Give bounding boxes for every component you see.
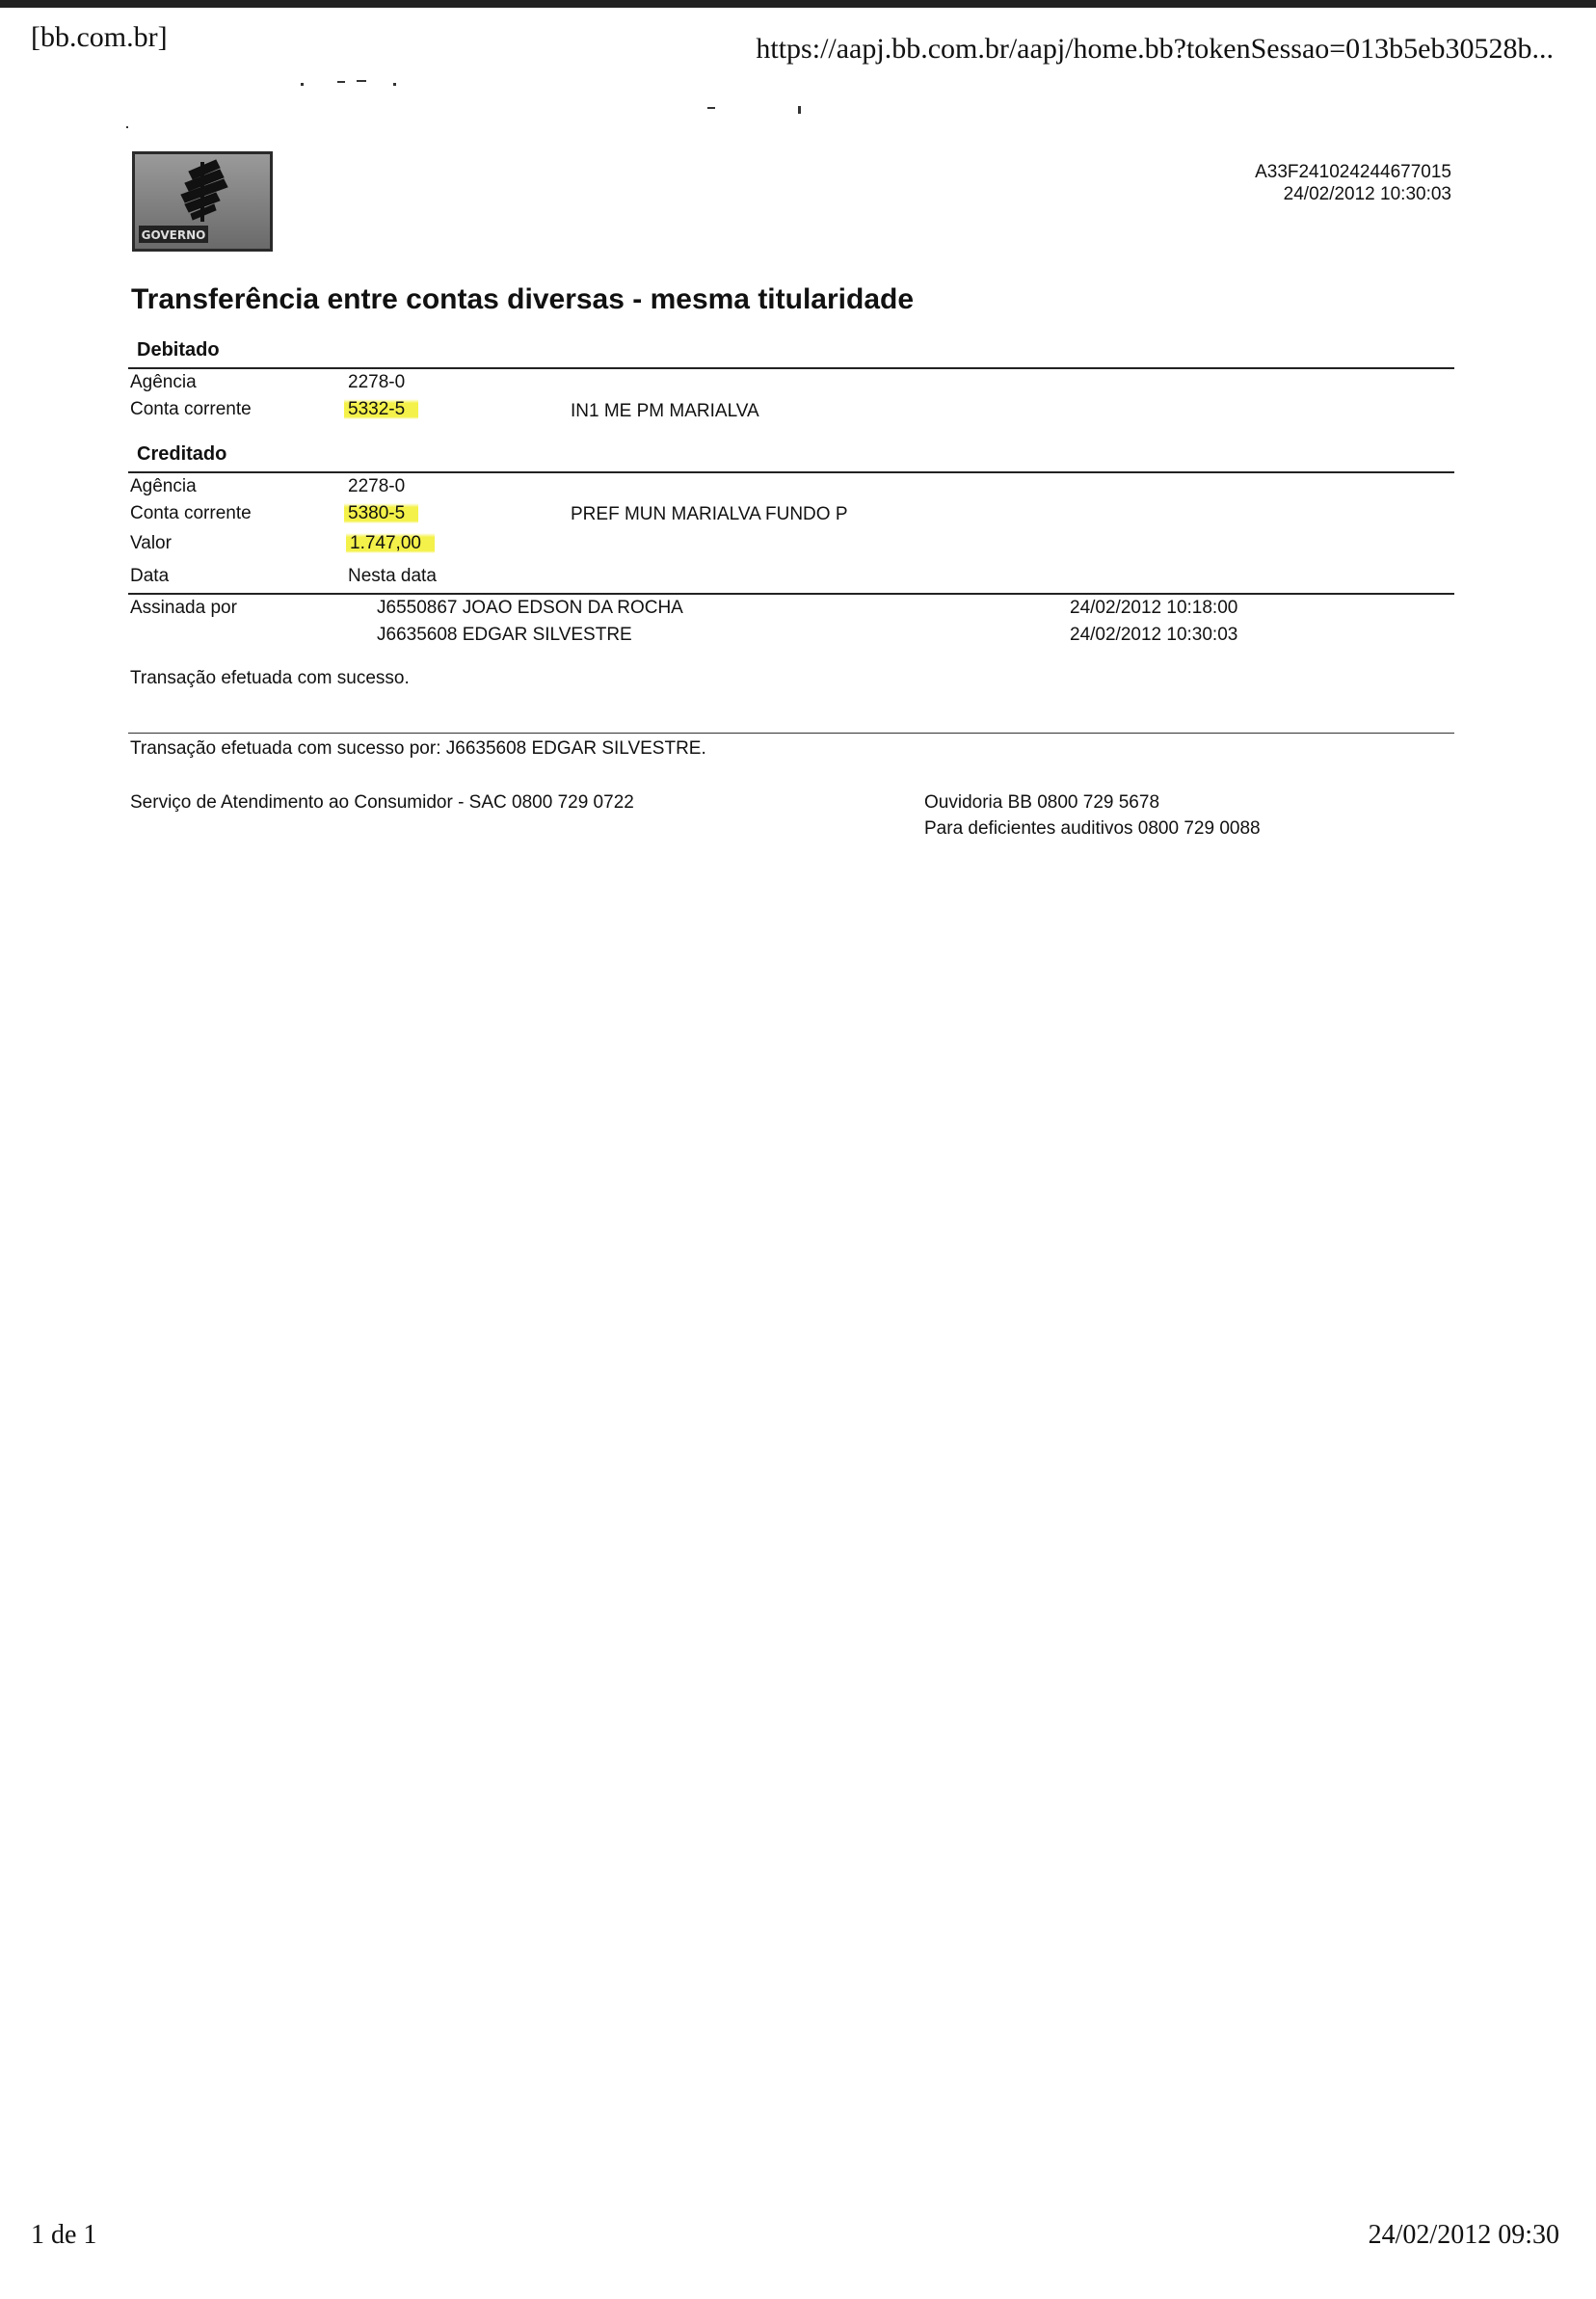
status-by-text: Transação efetuada com sucesso por: J6635608 EDGAR SILVESTRE.	[130, 738, 706, 759]
sac-contact: Serviço de Atendimento ao Consumidor - SAC 0800 729 0722	[130, 792, 634, 813]
credit-agencia-value: 2278-0	[348, 476, 406, 496]
scan-edge	[0, 0, 1596, 8]
section-debitado: Debitado	[137, 339, 220, 361]
bank-logo	[132, 151, 273, 252]
signer-name: J6550867 JOAO EDSON DA ROCHA	[377, 598, 683, 618]
scan-speck	[357, 80, 366, 82]
highlight-mark: 5380-5	[344, 503, 418, 523]
credit-conta-value	[348, 503, 418, 524]
scan-speck	[393, 83, 396, 86]
debit-conta-value	[348, 399, 418, 420]
scan-speck	[337, 81, 345, 83]
credit-conta-label: Conta corrente	[130, 503, 252, 523]
valor-value	[350, 533, 435, 554]
data-value: Nesta data	[348, 566, 437, 586]
debit-conta-label: Conta corrente	[130, 399, 252, 419]
section-creditado: Creditado	[137, 443, 227, 465]
credit-conta-holder: PREF MUN MARIALVA FUNDO P	[571, 504, 848, 524]
print-footer-page: 1 de 1	[31, 2220, 97, 2250]
reference-code: A33F241024244677015	[1255, 162, 1451, 182]
scan-speck	[798, 106, 801, 114]
status-text: Transação efetuada com sucesso.	[130, 668, 410, 688]
section-divider	[128, 593, 1454, 595]
debit-agencia-label: Agência	[130, 372, 197, 392]
debit-agencia-value: 2278-0	[348, 372, 406, 392]
scan-speck	[126, 126, 128, 128]
deficientes-contact: Para deficientes auditivos 0800 729 0088	[924, 818, 1261, 839]
divider	[128, 733, 1454, 734]
print-header-site: [bb.com.br]	[31, 21, 168, 53]
section-divider	[128, 367, 1454, 369]
signer-name: J6635608 EDGAR SILVESTRE	[377, 625, 632, 645]
scan-speck	[301, 83, 304, 86]
assinada-label: Assinada por	[130, 598, 237, 618]
signer-datetime: 24/02/2012 10:30:03	[1070, 625, 1238, 645]
signer-datetime: 24/02/2012 10:18:00	[1070, 598, 1238, 618]
credit-agencia-label: Agência	[130, 476, 197, 496]
print-header-url: https://aapj.bb.com.br/aapj/home.bb?tokenSessao=013b5eb30528b...	[756, 33, 1554, 65]
highlight-mark: 5332-5	[344, 399, 418, 419]
print-footer-datetime: 24/02/2012 09:30	[1368, 2220, 1559, 2250]
page-title: Transferência entre contas diversas - mesma titularidade	[131, 283, 915, 315]
reference-block	[1255, 161, 1451, 205]
reference-datetime: 24/02/2012 10:30:03	[1283, 184, 1451, 204]
scan-speck	[707, 107, 715, 109]
logo-text: GOVERNO	[141, 228, 206, 242]
ouvidoria-contact: Ouvidoria BB 0800 729 5678	[924, 792, 1160, 813]
section-divider	[128, 471, 1454, 473]
bb-logo-icon	[135, 154, 270, 249]
valor-label: Valor	[130, 533, 172, 553]
data-label: Data	[130, 566, 170, 586]
debit-conta-holder: IN1 ME PM MARIALVA	[571, 401, 759, 421]
highlight-mark: 1.747,00	[346, 533, 435, 553]
